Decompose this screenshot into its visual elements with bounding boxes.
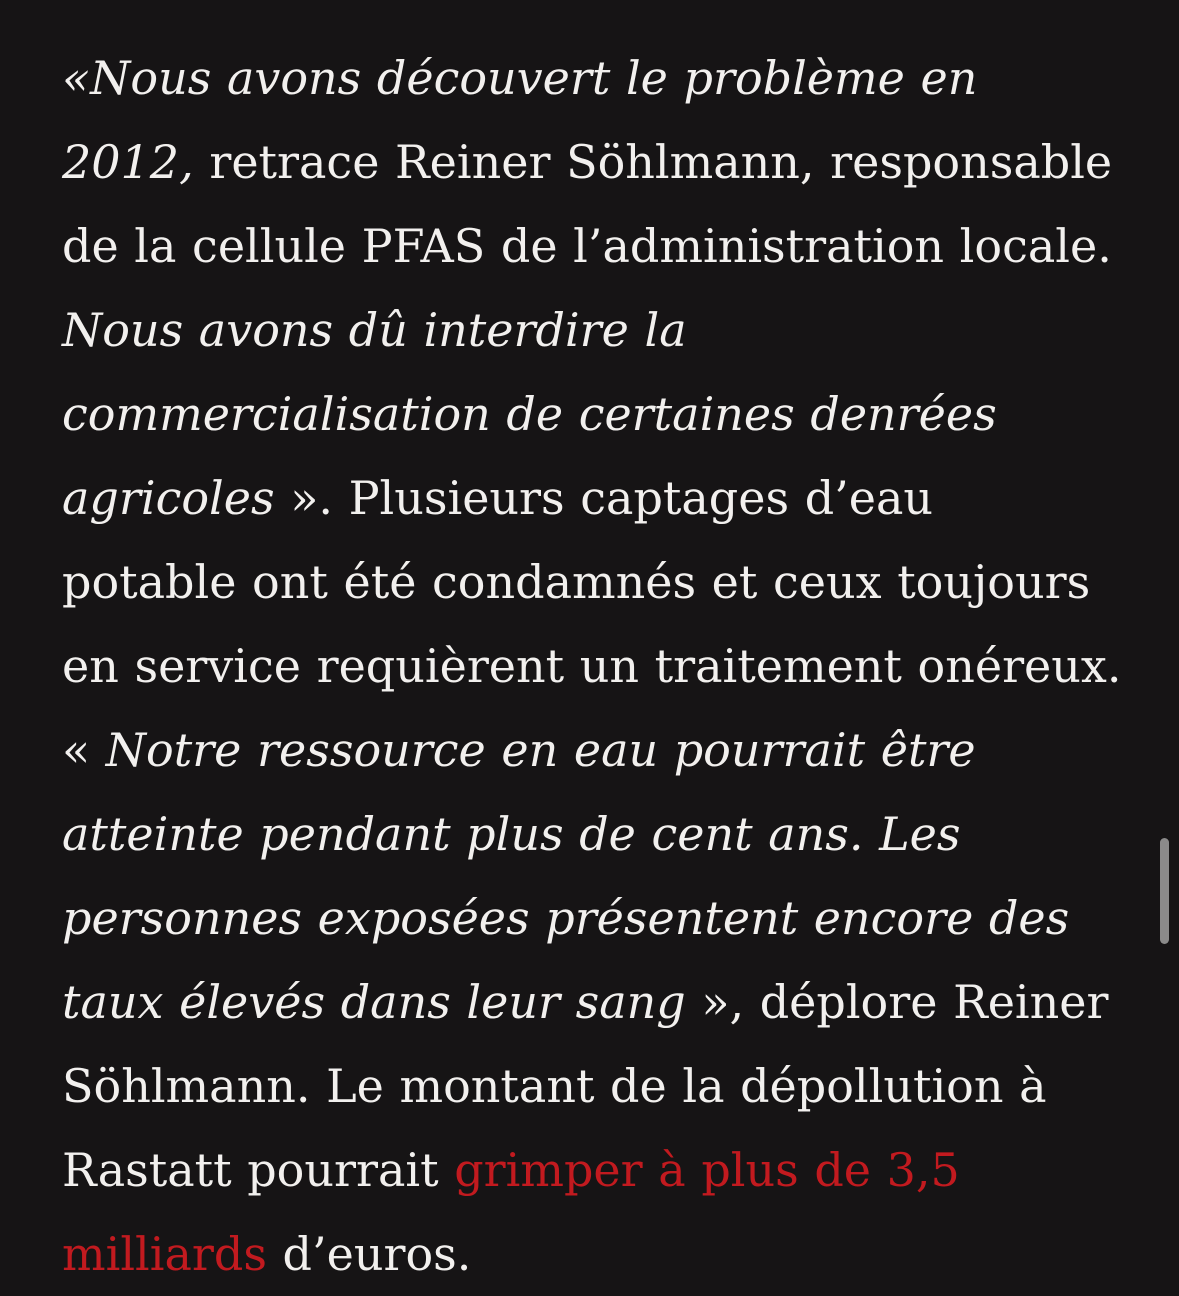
cost-link[interactable]: grimper à plus de 3,5 milliards (62, 1143, 960, 1281)
body-text-continuation: », déplore Reiner Söhlmann. Le montant de la dépollution à Rastatt pourrait (62, 975, 1109, 1197)
scrollbar-thumb[interactable] (1160, 838, 1169, 944)
body-text: ». Plusieurs captages d’eau potable ont été condamnés et ceux toujours en service requièrent un traitement onéreux. « (62, 471, 1122, 777)
article-paragraph (62, 36, 1122, 1296)
body-text-end: d’euros. (266, 1227, 472, 1281)
attribution-text: retrace Reiner Söhlmann, responsable de la cellule PFAS de l’administration locale. (62, 135, 1113, 273)
quote-continuation: Nous avons dû interdire la commercialisation de certaines denrées agricoles (62, 303, 997, 525)
quote-second: Notre ressource en eau pourrait être atteinte pendant plus de cent ans. Les personnes exposées présentent encore des taux élevés dans leur sang (62, 723, 1070, 1029)
quote-opening: «Nous avons découvert le problème en 2012, (62, 51, 978, 189)
